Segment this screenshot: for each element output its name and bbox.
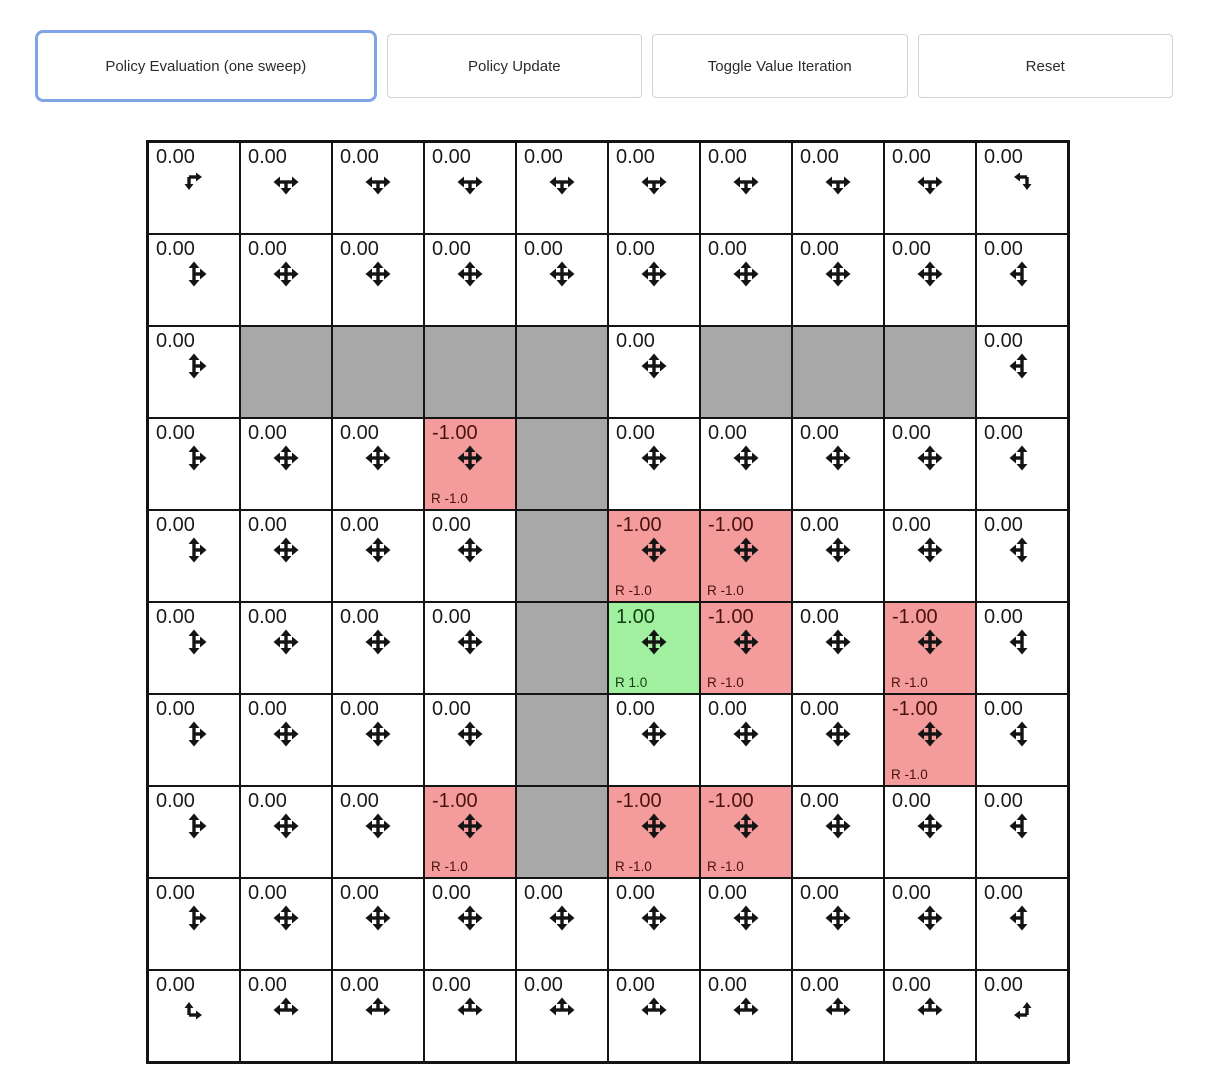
- cell-value: 0.00: [616, 238, 655, 260]
- policy-arrows-icon: [362, 166, 394, 198]
- policy-arrows-icon: [1006, 258, 1038, 290]
- cell-value: 0.00: [156, 330, 195, 352]
- grid-cell-0-7[interactable]: [792, 142, 884, 234]
- policy-arrows-icon: [914, 810, 946, 842]
- policy-arrows-icon: [454, 902, 486, 934]
- policy-arrows-icon: [362, 626, 394, 658]
- cell-value: 0.00: [340, 422, 379, 444]
- grid-cell-9-8[interactable]: [884, 970, 976, 1062]
- policy-arrows-icon: [362, 534, 394, 566]
- cell-value: 0.00: [616, 882, 655, 904]
- cell-value: 0.00: [892, 974, 931, 996]
- cell-reward-label: R 1.0: [615, 675, 648, 690]
- policy-arrows-icon: [914, 442, 946, 474]
- policy-arrows-icon: [178, 718, 210, 750]
- grid-cell-3-7[interactable]: [792, 418, 884, 510]
- grid-cell-5-2[interactable]: [332, 602, 424, 694]
- grid-cell-6-5[interactable]: [608, 694, 700, 786]
- grid-cell-5-6[interactable]: [700, 602, 792, 694]
- cell-value: 0.00: [892, 514, 931, 536]
- policy-arrows-icon: [822, 534, 854, 566]
- policy-arrows-icon: [730, 718, 762, 750]
- policy-arrows-icon: [822, 258, 854, 290]
- policy-arrows-icon: [362, 442, 394, 474]
- grid-cell-5-5[interactable]: [608, 602, 700, 694]
- policy-arrows-icon: [362, 902, 394, 934]
- grid-cell-4-7[interactable]: [792, 510, 884, 602]
- grid-cell-8-2[interactable]: [332, 878, 424, 970]
- grid-cell-1-9[interactable]: [976, 234, 1068, 326]
- policy-arrows-icon: [914, 718, 946, 750]
- policy-arrows-icon: [638, 626, 670, 658]
- grid-cell-7-1[interactable]: [240, 786, 332, 878]
- grid-cell-6-8[interactable]: [884, 694, 976, 786]
- policy-arrows-icon: [454, 258, 486, 290]
- policy-arrows-icon: [362, 994, 394, 1026]
- grid-cell-1-5[interactable]: [608, 234, 700, 326]
- grid-cell-8-7[interactable]: [792, 878, 884, 970]
- grid-cell-4-8[interactable]: [884, 510, 976, 602]
- policy-arrows-icon: [362, 718, 394, 750]
- cell-value: 0.00: [892, 422, 931, 444]
- grid-cell-4-5[interactable]: [608, 510, 700, 602]
- policy-arrows-icon: [546, 902, 578, 934]
- policy-arrows-icon: [914, 258, 946, 290]
- policy-arrows-icon: [822, 718, 854, 750]
- policy-arrows-icon: [638, 994, 670, 1026]
- policy-arrows-icon: [178, 442, 210, 474]
- cell-value: 0.00: [708, 698, 747, 720]
- cell-value: 0.00: [800, 882, 839, 904]
- toolbar: [0, 0, 1208, 102]
- grid-cell-6-6[interactable]: [700, 694, 792, 786]
- grid-cell-7-4[interactable]: [516, 786, 608, 878]
- policy-arrows-icon: [730, 534, 762, 566]
- grid-cell-2-4[interactable]: [516, 326, 608, 418]
- grid-cell-3-2[interactable]: [332, 418, 424, 510]
- cell-value: 0.00: [984, 698, 1023, 720]
- policy-arrows-icon: [178, 166, 210, 198]
- cell-value: 0.00: [248, 238, 287, 260]
- cell-value: 0.00: [616, 698, 655, 720]
- cell-value: 0.00: [248, 974, 287, 996]
- cell-value: 0.00: [248, 146, 287, 168]
- cell-value: -1.00: [708, 606, 754, 628]
- cell-value: 0.00: [800, 238, 839, 260]
- policy-arrows-icon: [178, 258, 210, 290]
- policy-arrows-icon: [914, 994, 946, 1026]
- grid-cell-3-6[interactable]: [700, 418, 792, 510]
- policy-arrows-icon: [730, 994, 762, 1026]
- grid-cell-9-6[interactable]: [700, 970, 792, 1062]
- policy-arrows-icon: [822, 442, 854, 474]
- cell-value: 0.00: [248, 790, 287, 812]
- grid-cell-2-5[interactable]: [608, 326, 700, 418]
- cell-value: 0.00: [248, 882, 287, 904]
- policy-arrows-icon: [730, 810, 762, 842]
- policy-arrows-icon: [1006, 626, 1038, 658]
- policy-arrows-icon: [454, 442, 486, 474]
- policy-arrows-icon: [822, 902, 854, 934]
- cell-reward-label: R -1.0: [431, 859, 468, 874]
- policy-arrows-icon: [178, 534, 210, 566]
- policy-arrows-icon: [730, 626, 762, 658]
- policy-arrows-icon: [454, 534, 486, 566]
- cell-value: 0.00: [800, 422, 839, 444]
- policy-arrows-icon: [822, 810, 854, 842]
- cell-value: 0.00: [984, 330, 1023, 352]
- policy-arrows-icon: [178, 902, 210, 934]
- policy-evaluation-button[interactable]: Policy Evaluation (one sweep): [35, 30, 377, 102]
- cell-value: 0.00: [800, 790, 839, 812]
- cell-value: 0.00: [800, 514, 839, 536]
- grid-cell-2-9[interactable]: [976, 326, 1068, 418]
- grid-cell-6-0[interactable]: [148, 694, 240, 786]
- policy-arrows-icon: [638, 258, 670, 290]
- cell-value: 0.00: [340, 974, 379, 996]
- policy-arrows-icon: [362, 810, 394, 842]
- cell-value: -1.00: [892, 698, 938, 720]
- cell-value: 0.00: [708, 238, 747, 260]
- cell-value: 1.00: [616, 606, 655, 628]
- grid-cell-1-6[interactable]: [700, 234, 792, 326]
- cell-value: -1.00: [616, 514, 662, 536]
- grid-cell-9-3[interactable]: [424, 970, 516, 1062]
- cell-value: 0.00: [708, 422, 747, 444]
- cell-value: 0.00: [984, 606, 1023, 628]
- grid-cell-1-8[interactable]: [884, 234, 976, 326]
- cell-value: 0.00: [156, 606, 195, 628]
- policy-arrows-icon: [638, 442, 670, 474]
- cell-value: 0.00: [524, 974, 563, 996]
- policy-arrows-icon: [1006, 442, 1038, 474]
- grid-cell-7-5[interactable]: [608, 786, 700, 878]
- grid-cell-7-9[interactable]: [976, 786, 1068, 878]
- grid-cell-3-4[interactable]: [516, 418, 608, 510]
- cell-value: 0.00: [432, 146, 471, 168]
- cell-reward-label: R -1.0: [707, 675, 744, 690]
- policy-arrows-icon: [730, 258, 762, 290]
- cell-value: 0.00: [524, 146, 563, 168]
- grid-cell-3-0[interactable]: [148, 418, 240, 510]
- cell-value: 0.00: [156, 146, 195, 168]
- grid-cell-6-1[interactable]: [240, 694, 332, 786]
- cell-value: 0.00: [248, 514, 287, 536]
- grid-cell-9-9[interactable]: [976, 970, 1068, 1062]
- grid-cell-5-3[interactable]: [424, 602, 516, 694]
- cell-value: 0.00: [432, 974, 471, 996]
- grid-cell-1-2[interactable]: [332, 234, 424, 326]
- cell-value: 0.00: [616, 974, 655, 996]
- cell-value: 0.00: [984, 790, 1023, 812]
- grid-cell-6-4[interactable]: [516, 694, 608, 786]
- cell-value: 0.00: [892, 790, 931, 812]
- cell-value: 0.00: [156, 882, 195, 904]
- policy-arrows-icon: [178, 810, 210, 842]
- policy-arrows-icon: [730, 442, 762, 474]
- cell-value: 0.00: [892, 882, 931, 904]
- grid-cell-2-8[interactable]: [884, 326, 976, 418]
- cell-value: 0.00: [892, 238, 931, 260]
- grid-cell-9-7[interactable]: [792, 970, 884, 1062]
- grid-cell-4-9[interactable]: [976, 510, 1068, 602]
- policy-arrows-icon: [270, 442, 302, 474]
- policy-arrows-icon: [1006, 718, 1038, 750]
- grid-cell-6-9[interactable]: [976, 694, 1068, 786]
- cell-value: 0.00: [984, 422, 1023, 444]
- policy-arrows-icon: [638, 902, 670, 934]
- toggle-value-iteration-button[interactable]: Toggle Value Iteration: [652, 34, 907, 98]
- policy-arrows-icon: [1006, 902, 1038, 934]
- policy-arrows-icon: [362, 258, 394, 290]
- cell-value: 0.00: [340, 606, 379, 628]
- policy-arrows-icon: [454, 810, 486, 842]
- cell-value: 0.00: [340, 146, 379, 168]
- grid-cell-0-9[interactable]: [976, 142, 1068, 234]
- cell-value: 0.00: [892, 146, 931, 168]
- policy-arrows-icon: [178, 626, 210, 658]
- grid-cell-4-3[interactable]: [424, 510, 516, 602]
- grid-cell-1-3[interactable]: [424, 234, 516, 326]
- grid-cell-2-7[interactable]: [792, 326, 884, 418]
- policy-arrows-icon: [1006, 166, 1038, 198]
- grid-cell-6-2[interactable]: [332, 694, 424, 786]
- grid-cell-4-4[interactable]: [516, 510, 608, 602]
- grid-cell-5-7[interactable]: [792, 602, 884, 694]
- cell-value: 0.00: [984, 146, 1023, 168]
- policy-arrows-icon: [914, 626, 946, 658]
- policy-arrows-icon: [546, 166, 578, 198]
- policy-arrows-icon: [822, 166, 854, 198]
- grid-cell-9-1[interactable]: [240, 970, 332, 1062]
- cell-value: -1.00: [708, 790, 754, 812]
- cell-value: 0.00: [800, 698, 839, 720]
- grid-cell-3-5[interactable]: [608, 418, 700, 510]
- cell-value: -1.00: [708, 514, 754, 536]
- cell-value: 0.00: [340, 238, 379, 260]
- grid-cell-7-0[interactable]: [148, 786, 240, 878]
- grid-cell-5-8[interactable]: [884, 602, 976, 694]
- grid-cell-7-2[interactable]: [332, 786, 424, 878]
- cell-value: 0.00: [340, 790, 379, 812]
- policy-arrows-icon: [546, 994, 578, 1026]
- cell-reward-label: R -1.0: [615, 583, 652, 598]
- cell-value: 0.00: [432, 514, 471, 536]
- cell-value: 0.00: [340, 514, 379, 536]
- policy-arrows-icon: [1006, 534, 1038, 566]
- grid-cell-9-2[interactable]: [332, 970, 424, 1062]
- grid-cell-8-3[interactable]: [424, 878, 516, 970]
- grid-cell-2-2[interactable]: [332, 326, 424, 418]
- cell-value: 0.00: [156, 238, 195, 260]
- cell-reward-label: R -1.0: [891, 767, 928, 782]
- cell-reward-label: R -1.0: [615, 859, 652, 874]
- policy-arrows-icon: [454, 626, 486, 658]
- grid-cell-1-7[interactable]: [792, 234, 884, 326]
- grid-cell-4-6[interactable]: [700, 510, 792, 602]
- grid-cell-8-4[interactable]: [516, 878, 608, 970]
- cell-value: 0.00: [156, 698, 195, 720]
- grid-cell-4-1[interactable]: [240, 510, 332, 602]
- grid-cell-0-6[interactable]: [700, 142, 792, 234]
- cell-value: 0.00: [984, 238, 1023, 260]
- cell-value: 0.00: [984, 882, 1023, 904]
- cell-value: 0.00: [248, 422, 287, 444]
- cell-value: 0.00: [432, 606, 471, 628]
- grid-cell-9-5[interactable]: [608, 970, 700, 1062]
- grid-cell-1-4[interactable]: [516, 234, 608, 326]
- policy-arrows-icon: [914, 166, 946, 198]
- policy-arrows-icon: [1006, 350, 1038, 382]
- grid-cell-4-2[interactable]: [332, 510, 424, 602]
- cell-reward-label: R -1.0: [431, 491, 468, 506]
- cell-value: 0.00: [156, 422, 195, 444]
- grid-cell-3-3[interactable]: [424, 418, 516, 510]
- policy-arrows-icon: [1006, 994, 1038, 1026]
- policy-arrows-icon: [546, 258, 578, 290]
- policy-arrows-icon: [454, 718, 486, 750]
- policy-update-button[interactable]: Policy Update: [387, 34, 642, 98]
- policy-arrows-icon: [638, 350, 670, 382]
- cell-value: -1.00: [616, 790, 662, 812]
- grid-cell-7-3[interactable]: [424, 786, 516, 878]
- cell-value: 0.00: [800, 606, 839, 628]
- cell-value: 0.00: [616, 422, 655, 444]
- cell-value: 0.00: [524, 238, 563, 260]
- grid-cell-0-1[interactable]: [240, 142, 332, 234]
- grid-cell-2-3[interactable]: [424, 326, 516, 418]
- grid-cell-2-0[interactable]: [148, 326, 240, 418]
- grid-cell-0-4[interactable]: [516, 142, 608, 234]
- grid-cell-6-7[interactable]: [792, 694, 884, 786]
- grid-cell-8-1[interactable]: [240, 878, 332, 970]
- cell-value: 0.00: [156, 514, 195, 536]
- grid-cell-5-9[interactable]: [976, 602, 1068, 694]
- cell-value: 0.00: [156, 974, 195, 996]
- cell-value: 0.00: [800, 974, 839, 996]
- grid-cell-0-8[interactable]: [884, 142, 976, 234]
- cell-value: 0.00: [248, 698, 287, 720]
- grid-cell-8-6[interactable]: [700, 878, 792, 970]
- cell-value: 0.00: [708, 974, 747, 996]
- grid-cell-7-7[interactable]: [792, 786, 884, 878]
- policy-arrows-icon: [638, 810, 670, 842]
- policy-arrows-icon: [730, 166, 762, 198]
- reset-button[interactable]: Reset: [918, 34, 1173, 98]
- cell-value: 0.00: [800, 146, 839, 168]
- cell-value: 0.00: [432, 698, 471, 720]
- grid-cell-0-3[interactable]: [424, 142, 516, 234]
- policy-arrows-icon: [638, 718, 670, 750]
- grid-cell-3-8[interactable]: [884, 418, 976, 510]
- grid-cell-0-0[interactable]: [148, 142, 240, 234]
- cell-value: 0.00: [340, 882, 379, 904]
- cell-value: 0.00: [984, 514, 1023, 536]
- policy-arrows-icon: [822, 626, 854, 658]
- policy-arrows-icon: [178, 350, 210, 382]
- cell-value: 0.00: [432, 238, 471, 260]
- grid-cell-3-9[interactable]: [976, 418, 1068, 510]
- grid-cell-5-0[interactable]: [148, 602, 240, 694]
- cell-value: 0.00: [616, 146, 655, 168]
- grid-cell-2-1[interactable]: [240, 326, 332, 418]
- cell-value: 0.00: [524, 882, 563, 904]
- grid-cell-0-5[interactable]: [608, 142, 700, 234]
- grid-cell-8-9[interactable]: [976, 878, 1068, 970]
- policy-arrows-icon: [178, 994, 210, 1026]
- grid-cell-7-6[interactable]: [700, 786, 792, 878]
- policy-arrows-icon: [270, 534, 302, 566]
- policy-arrows-icon: [638, 534, 670, 566]
- grid-cell-5-1[interactable]: [240, 602, 332, 694]
- policy-arrows-icon: [270, 902, 302, 934]
- cell-value: 0.00: [156, 790, 195, 812]
- grid-cell-8-0[interactable]: [148, 878, 240, 970]
- grid-cell-5-4[interactable]: [516, 602, 608, 694]
- grid-cell-8-8[interactable]: [884, 878, 976, 970]
- policy-arrows-icon: [730, 902, 762, 934]
- policy-arrows-icon: [454, 166, 486, 198]
- cell-value: 0.00: [708, 146, 747, 168]
- policy-arrows-icon: [822, 994, 854, 1026]
- grid-cell-9-0[interactable]: [148, 970, 240, 1062]
- policy-arrows-icon: [454, 994, 486, 1026]
- policy-arrows-icon: [270, 626, 302, 658]
- cell-reward-label: R -1.0: [707, 859, 744, 874]
- cell-value: 0.00: [432, 882, 471, 904]
- grid-cell-4-0[interactable]: [148, 510, 240, 602]
- cell-reward-label: R -1.0: [707, 583, 744, 598]
- grid-cell-2-6[interactable]: [700, 326, 792, 418]
- policy-arrows-icon: [1006, 810, 1038, 842]
- cell-value: 0.00: [708, 882, 747, 904]
- policy-arrows-icon: [914, 534, 946, 566]
- grid-cell-6-3[interactable]: [424, 694, 516, 786]
- policy-arrows-icon: [914, 902, 946, 934]
- policy-arrows-icon: [270, 718, 302, 750]
- policy-arrows-icon: [270, 810, 302, 842]
- cell-reward-label: R -1.0: [891, 675, 928, 690]
- grid-cell-1-0[interactable]: [148, 234, 240, 326]
- cell-value: 0.00: [248, 606, 287, 628]
- policy-arrows-icon: [638, 166, 670, 198]
- grid-cell-9-4[interactable]: [516, 970, 608, 1062]
- grid-cell-0-2[interactable]: [332, 142, 424, 234]
- policy-arrows-icon: [270, 166, 302, 198]
- cell-value: -1.00: [892, 606, 938, 628]
- gridworld: [146, 140, 1070, 1064]
- cell-value: -1.00: [432, 790, 478, 812]
- policy-arrows-icon: [270, 994, 302, 1026]
- cell-value: 0.00: [340, 698, 379, 720]
- cell-value: 0.00: [984, 974, 1023, 996]
- grid-cell-7-8[interactable]: [884, 786, 976, 878]
- cell-value: -1.00: [432, 422, 478, 444]
- grid-cell-3-1[interactable]: [240, 418, 332, 510]
- cell-value: 0.00: [616, 330, 655, 352]
- policy-arrows-icon: [270, 258, 302, 290]
- grid-cell-1-1[interactable]: [240, 234, 332, 326]
- grid-cell-8-5[interactable]: [608, 878, 700, 970]
